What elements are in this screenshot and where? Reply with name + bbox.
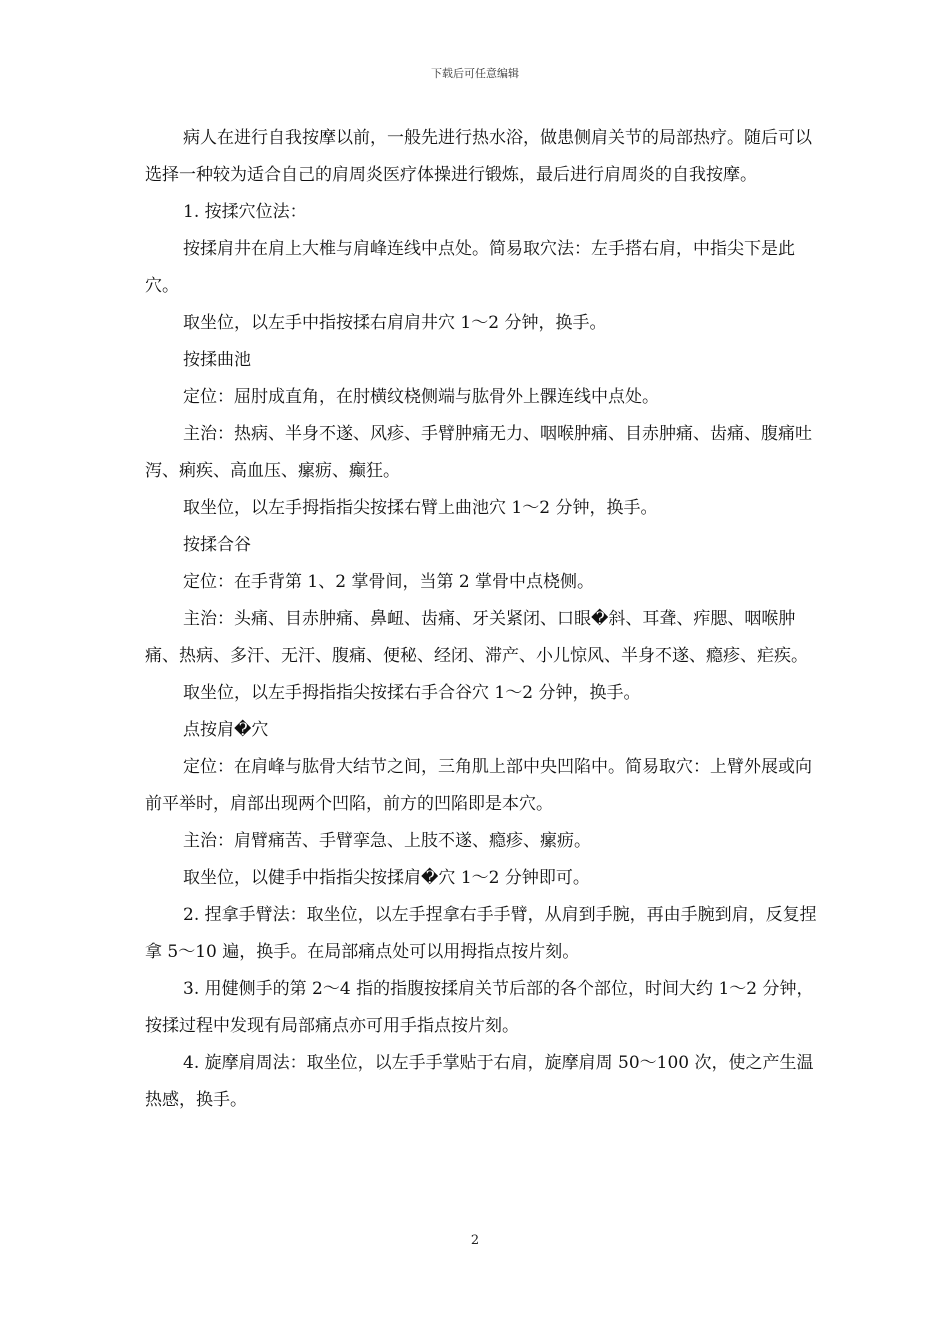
paragraph-quchi-method: 取坐位，以左手拇指指尖按揉右臂上曲池穴 1～2 分钟，换手。 [183, 498, 658, 518]
paragraph-jianyu-location: 定位：在肩峰与肱骨大结节之间，三角肌上部中央凹陷中。简易取穴：上臂外展或向前平举时，肩部出现两个凹陷，前方的凹陷即是本穴。 [145, 757, 812, 814]
paragraph-jianjing-method: 取坐位，以左手中指按揉右肩肩井穴 1～2 分钟，换手。 [183, 313, 607, 333]
heading-jianyu: 点按肩�穴 [183, 720, 269, 740]
paragraph-quchi-location: 定位：屈肘成直角，在肘横纹桡侧端与肱骨外上髁连线中点处。 [183, 387, 659, 407]
paragraph-quchi-indications: 主治：热病、半身不遂、风疹、手臂肿痛无力、咽喉肿痛、目赤肿痛、齿痛、腹痛吐泻、痢疾、高血压、瘰疬、癫狂。 [145, 424, 812, 481]
paragraph-arm-grasp-method: 2. 捏拿手臂法：取坐位，以左手捏拿右手手臂，从肩到手腕，再由手腕到肩，反复捏拿 5～10 遍，换手。在局部痛点处可以用拇指点按片刻。 [145, 905, 817, 962]
page-number: 2 [470, 1233, 480, 1248]
paragraph-jianyu-method: 取坐位，以健手中指指尖按揉肩�穴 1～2 分钟即可。 [183, 868, 590, 888]
heading-quchi: 按揉曲池 [183, 350, 251, 370]
paragraph-finger-press-method: 3. 用健侧手的第 2～4 指的指腹按揉肩关节后部的各个部位，时间大约 1～2 分钟，按揉过程中发现有局部痛点亦可用手指点按片刻。 [145, 979, 814, 1036]
paragraph-circular-rub-method: 4. 旋摩肩周法：取坐位，以左手手掌贴于右肩，旋摩肩周 50～100 次，使之产生温热感，换手。 [145, 1053, 814, 1110]
page-header: 下载后可任意编辑 [431, 67, 519, 80]
paragraph-jianyu-indications: 主治：肩臂痛苦、手臂挛急、上肢不遂、瘾疹、瘰疬。 [183, 831, 591, 851]
paragraph-jianjing-location: 按揉肩井在肩上大椎与肩峰连线中点处。简易取穴法：左手搭右肩，中指尖下是此穴。 [145, 239, 795, 296]
heading-hegu: 按揉合谷 [183, 535, 251, 555]
paragraph-hegu-indications: 主治：头痛、目赤肿痛、鼻衄、齿痛、牙关紧闭、口眼�斜、耳聋、痄腮、咽喉肿痛、热病、多汗、无汗、腹痛、便秘、经闭、滞产、小儿惊风、半身不遂、瘾疹、疟疾。 [145, 609, 808, 666]
paragraph-hegu-method: 取坐位，以左手拇指指尖按揉右手合谷穴 1～2 分钟，换手。 [183, 683, 641, 703]
paragraph-intro: 病人在进行自我按摩以前，一般先进行热水浴，做患侧肩关节的局部热疗。随后可以选择一种较为适合自己的肩周炎医疗体操进行锻炼，最后进行肩周炎的自我按摩。 [145, 128, 812, 185]
paragraph-hegu-location: 定位：在手背第 1、2 掌骨间，当第 2 掌骨中点桡侧。 [183, 572, 595, 592]
heading-acupoint-method: 1. 按揉穴位法： [183, 202, 307, 222]
body-text [145, 120, 825, 1119]
